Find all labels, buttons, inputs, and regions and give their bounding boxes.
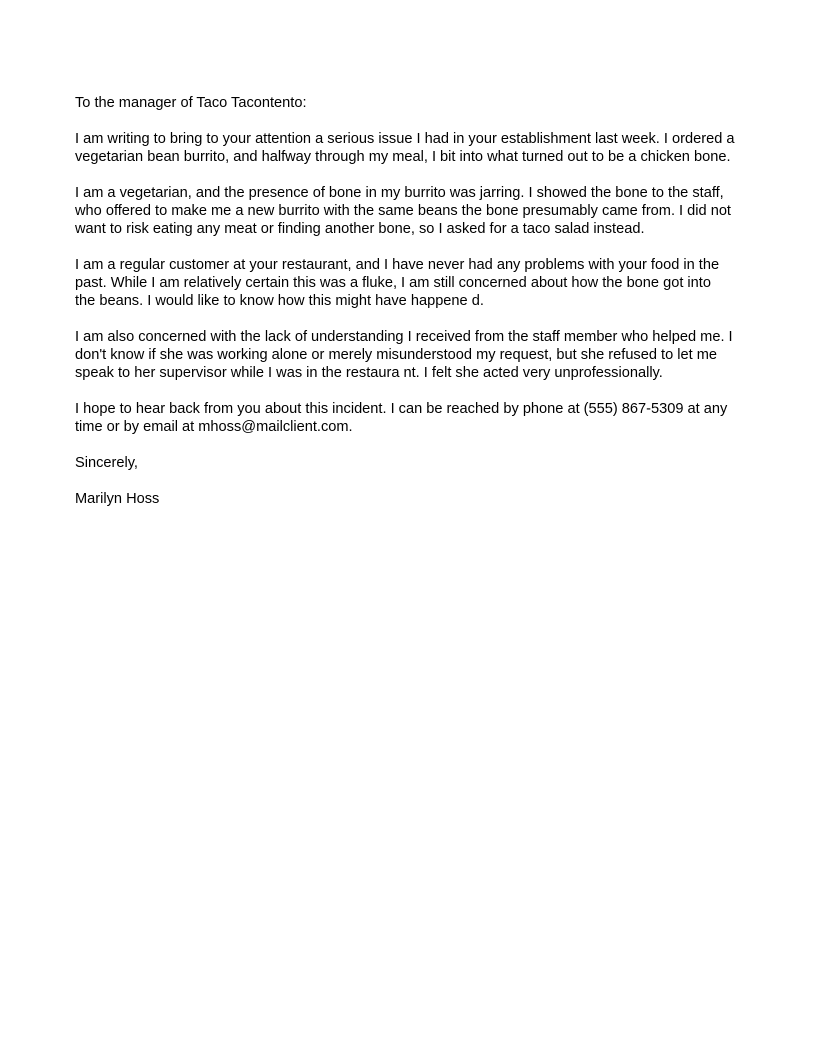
salutation	[75, 94, 750, 112]
paragraph-line: I hope to hear back from you about this incident. I can be reached by phone at (555) 867-5309 at any	[75, 401, 728, 417]
closing-text: Sincerely,	[75, 455, 138, 471]
closing	[75, 454, 750, 472]
paragraph-line: I am writing to bring to your attention a serious issue I had in your establishment last week. I ordered a	[75, 131, 735, 147]
signature-name: Marilyn Hoss	[75, 491, 160, 507]
paragraph-4	[75, 328, 750, 382]
paragraph-1	[75, 130, 750, 166]
salutation-text: To the manager of Taco Tacontento:	[75, 95, 307, 111]
paragraph-line: who offered to make me a new burrito with the same beans the bone presumably came from. I did not	[75, 203, 731, 219]
paragraph-line: want to risk eating any meat or finding another bone, so I asked for a taco salad instead.	[75, 221, 645, 237]
signature	[75, 490, 750, 508]
paragraph-3	[75, 256, 750, 310]
paragraph-line: don't know if she was working alone or merely misunderstood my request, but she refused to let me	[75, 347, 717, 363]
paragraph-line: vegetarian bean burrito, and halfway through my meal, I bit into what turned out to be a chicken bone.	[75, 149, 731, 165]
paragraph-line: speak to her supervisor while I was in the restaura nt. I felt she acted very unprofessionally.	[75, 365, 663, 381]
paragraph-line: past. While I am relatively certain this was a fluke, I am still concerned about how the bone got into	[75, 275, 711, 291]
paragraph-5	[75, 400, 750, 436]
paragraph-line: I am a vegetarian, and the presence of bone in my burrito was jarring. I showed the bone to the staff,	[75, 185, 724, 201]
letter-body	[75, 94, 750, 508]
paragraph-2	[75, 184, 750, 238]
paragraph-line: I am also concerned with the lack of understanding I received from the staff member who helped me. I	[75, 329, 733, 345]
paragraph-line: I am a regular customer at your restaurant, and I have never had any problems with your food in the	[75, 257, 720, 273]
paragraph-line: the beans. I would like to know how this might have happene d.	[75, 293, 484, 309]
paragraph-line: time or by email at mhoss@mailclient.com.	[75, 419, 353, 435]
